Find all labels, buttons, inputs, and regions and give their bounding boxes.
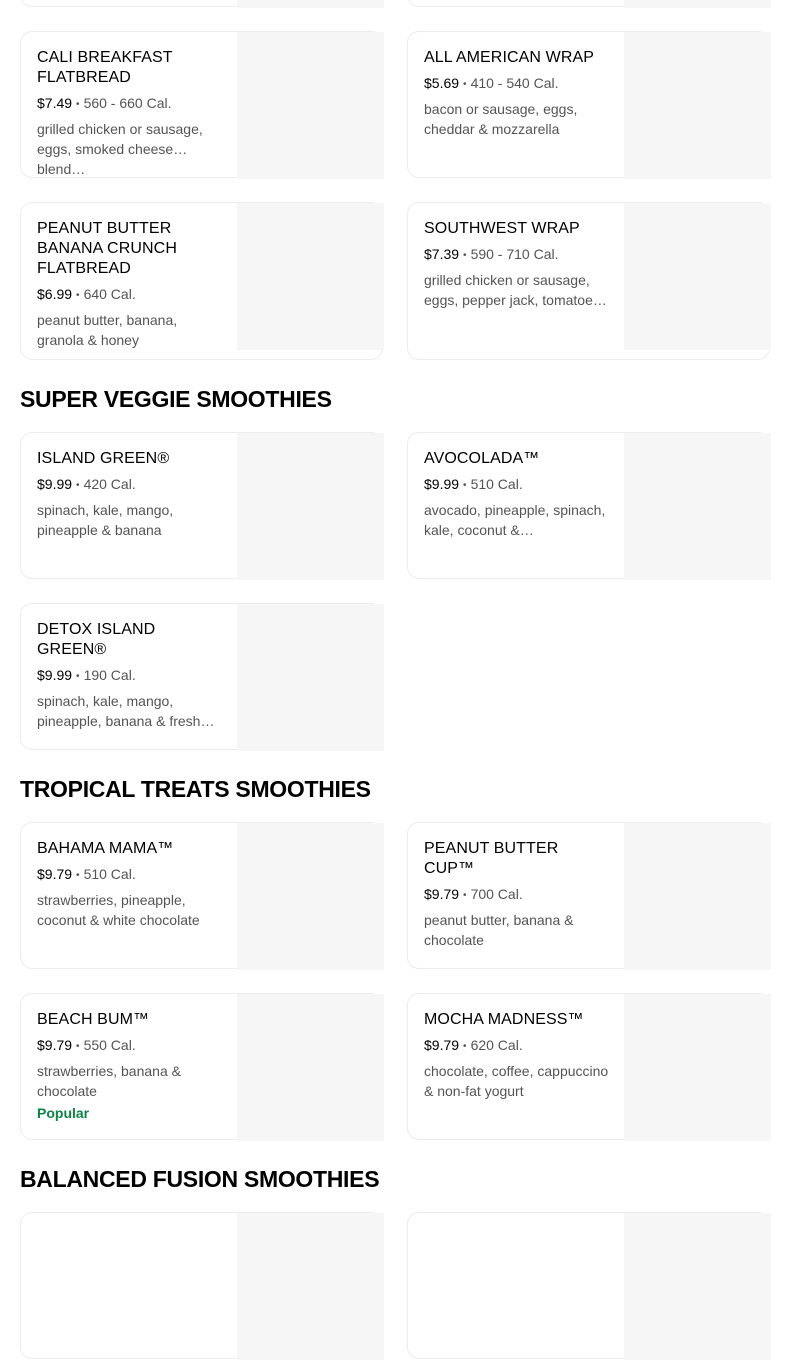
item-price-calories: $9.79 • 700 Cal.	[424, 886, 523, 902]
item-image	[624, 1213, 771, 1360]
item-image	[624, 0, 771, 8]
item-description: peanut butter, banana, granola & honey	[37, 312, 178, 348]
item-name: BAHAMA MAMA™	[37, 840, 174, 857]
item-name: SOUTHWEST WRAP	[424, 220, 580, 237]
section-title: TROPICAL TREATS SMOOTHIES	[20, 776, 371, 802]
item-price: $7.39	[424, 246, 460, 262]
item-description: peanut butter, banana & chocolate	[424, 912, 574, 948]
menu-item-card-partial[interactable]	[20, 0, 383, 7]
item-price-calories: $9.79 • 510 Cal.	[37, 866, 136, 882]
item-description: strawberries, banana & chocolate	[37, 1063, 181, 1099]
menu-item-card-partial[interactable]	[20, 1212, 383, 1359]
item-image	[624, 32, 771, 179]
item-price: $9.79	[37, 1037, 73, 1053]
item-image	[237, 1213, 384, 1360]
section-title: BALANCED FUSION SMOOTHIES	[20, 1166, 380, 1192]
item-image	[237, 433, 384, 580]
item-calories: 620 Cal.	[470, 1037, 523, 1053]
menu-item-card[interactable]	[407, 993, 770, 1140]
menu-item-card[interactable]	[407, 202, 770, 360]
menu-item-card[interactable]	[20, 432, 383, 579]
item-image	[237, 32, 384, 179]
item-price: $9.79	[424, 1037, 460, 1053]
popular-badge: Popular	[37, 1105, 90, 1121]
item-name: BEACH BUM™	[37, 1011, 150, 1028]
menu-item-card[interactable]	[20, 993, 383, 1140]
item-image	[624, 823, 771, 970]
item-description: strawberries, pineapple, coconut & white chocolate	[37, 892, 200, 928]
item-price-calories: $9.99 • 190 Cal.	[37, 667, 136, 683]
menu-item-card[interactable]	[20, 603, 383, 750]
menu-item-card-partial[interactable]	[407, 1212, 770, 1359]
item-description: avocado, pineapple, spinach, kale, coconut &…	[424, 502, 606, 538]
item-image	[237, 0, 384, 8]
item-price: $9.99	[424, 476, 460, 492]
item-price: $9.99	[37, 476, 73, 492]
item-calories: 560 - 660 Cal.	[83, 95, 172, 111]
item-price: $9.79	[37, 866, 73, 882]
item-calories: 550 Cal.	[83, 1037, 136, 1053]
item-price: $9.79	[424, 886, 460, 902]
item-description: chocolate, coffee, cappuccino & non-fat yogurt	[424, 1063, 609, 1099]
item-image	[624, 433, 771, 580]
item-name: AVOCOLADA™	[424, 450, 540, 467]
item-price-calories: $9.79 • 550 Cal.	[37, 1037, 136, 1053]
menu-item-card[interactable]	[407, 31, 770, 178]
item-name: ISLAND GREEN®	[37, 450, 170, 467]
item-price: $6.99	[37, 286, 73, 302]
item-price-calories: $7.39 • 590 - 710 Cal.	[424, 246, 559, 262]
item-calories: 410 - 540 Cal.	[470, 75, 559, 91]
menu-item-card[interactable]	[20, 31, 383, 178]
item-calories: 510 Cal.	[470, 476, 523, 492]
item-description: grilled chicken or sausage, eggs, smoked cheese blend…	[37, 121, 203, 177]
item-price-calories: $7.49 • 560 - 660 Cal.	[37, 95, 172, 111]
item-calories: 590 - 710 Cal.	[470, 246, 559, 262]
item-price: $7.49	[37, 95, 73, 111]
menu-item-card[interactable]	[407, 432, 770, 579]
item-price-calories: $9.99 • 420 Cal.	[37, 476, 136, 492]
menu-item-card-partial[interactable]	[407, 0, 770, 7]
item-price-calories: $5.69 • 410 - 540 Cal.	[424, 75, 559, 91]
item-image	[624, 994, 771, 1141]
item-calories: 640 Cal.	[83, 286, 136, 302]
item-price-calories: $9.99 • 510 Cal.	[424, 476, 523, 492]
item-description: spinach, kale, mango, pineapple, banana & fresh…	[37, 693, 215, 729]
item-calories: 700 Cal.	[470, 886, 523, 902]
item-image	[624, 203, 771, 350]
item-image	[237, 604, 384, 751]
item-description: spinach, kale, mango, pineapple & banana	[37, 502, 174, 538]
menu-item-card[interactable]	[20, 822, 383, 969]
section-title: SUPER VEGGIE SMOOTHIES	[20, 386, 332, 412]
item-price: $5.69	[424, 75, 460, 91]
item-price: $9.99	[37, 667, 73, 683]
item-name: MOCHA MADNESS™	[424, 1011, 584, 1028]
item-description: bacon or sausage, eggs, cheddar & mozzarella	[424, 101, 578, 137]
item-image	[237, 823, 384, 970]
item-price-calories: $9.79 • 620 Cal.	[424, 1037, 523, 1053]
menu-item-card[interactable]	[407, 822, 770, 969]
menu-item-card[interactable]	[20, 202, 383, 360]
item-name: DETOX ISLAND GREEN®	[37, 621, 156, 658]
item-image	[237, 203, 384, 350]
item-calories: 190 Cal.	[83, 667, 136, 683]
item-name: PEANUT BUTTER BANANA CRUNCH FLATBREAD	[37, 220, 177, 277]
item-name: ALL AMERICAN WRAP	[424, 49, 595, 66]
item-price-calories: $6.99 • 640 Cal.	[37, 286, 136, 302]
item-image	[237, 994, 384, 1141]
item-description: grilled chicken or sausage, eggs, pepper jack, tomatoe…	[424, 272, 607, 308]
item-name: PEANUT BUTTER CUP™	[424, 840, 559, 877]
item-name: CALI BREAKFAST FLATBREAD	[37, 49, 173, 86]
item-calories: 420 Cal.	[83, 476, 136, 492]
item-calories: 510 Cal.	[83, 866, 136, 882]
